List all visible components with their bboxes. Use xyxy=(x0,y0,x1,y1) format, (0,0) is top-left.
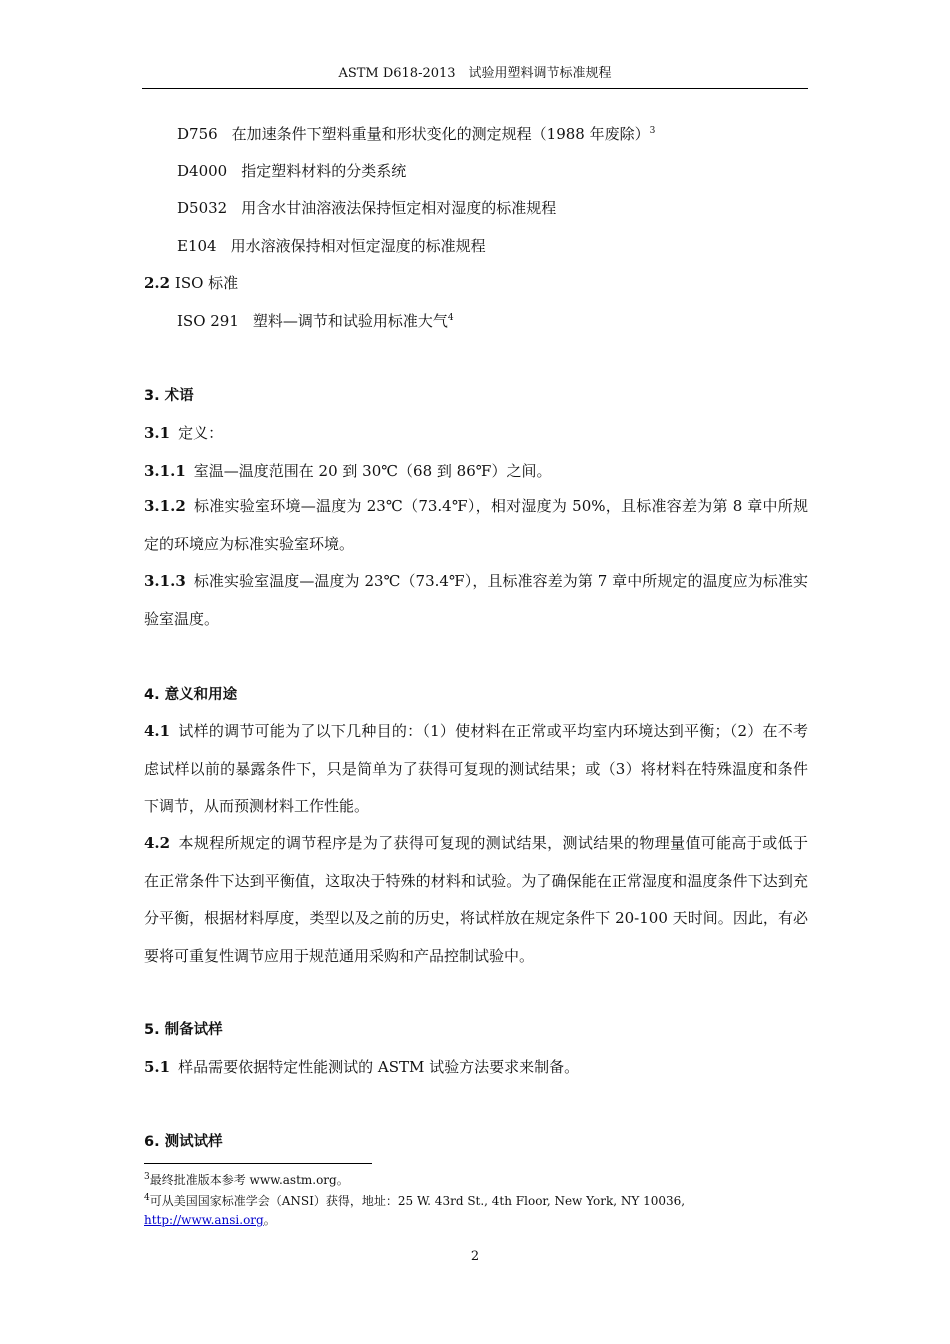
ref-code: D4000 xyxy=(177,162,228,180)
para-number: 4.1 xyxy=(144,722,171,740)
ref-item-d5032 xyxy=(177,198,556,218)
page-number: 2 xyxy=(470,1249,480,1264)
footnote-text: 可从美国国家标准学会（ANSI）获得，地址：25 W. 43rd St., 4th Floor, New York, NY 10036, xyxy=(149,1194,686,1208)
para-number: 4.2 xyxy=(144,834,171,852)
ref-text: 指定塑料材料的分类系统 xyxy=(241,162,407,180)
para-number: 3.1 xyxy=(144,424,171,442)
ansi-link[interactable]: http://www.ansi.org xyxy=(144,1213,264,1227)
para-text: 试样的调节可能为了以下几种目的：（1）使材料在正常或平均室内环境达到平衡；（2）在不考虑试样以前的暴露条件下，只是简单为了获得可复现的测试结果；或（3）将材料在特殊温度和条件下调节，从而预测材料工作性能。 xyxy=(144,722,808,815)
para-4-2 xyxy=(144,825,808,975)
ref-item-iso291 xyxy=(177,311,454,331)
ref-item-d756 xyxy=(177,124,655,144)
ref-code: D756 xyxy=(177,125,218,143)
section-number: 2.2 xyxy=(144,274,171,292)
ref-text: 塑料—调节和试验用标准大气 xyxy=(252,312,448,330)
ref-item-e104 xyxy=(177,236,486,256)
para-5-1 xyxy=(144,1057,579,1077)
para-3-1-2 xyxy=(144,488,808,563)
footnote-4-continued xyxy=(144,1212,276,1228)
footnote-3 xyxy=(144,1172,349,1188)
running-header: ASTM D618-2013 试验用塑料调节标准规程 xyxy=(338,66,612,81)
para-text: 标准实验室环境—温度为 23℃（73.4℉），相对湿度为 50%，且标准容差为第 8 章中所规定的环境应为标准实验室环境。 xyxy=(144,497,808,553)
para-number: 5.1 xyxy=(144,1058,171,1076)
para-4-1 xyxy=(144,713,808,826)
section-5-heading: 5. 制备试样 xyxy=(144,1022,223,1038)
header-rule xyxy=(142,88,808,89)
para-text: 室温—温度范围在 20 到 30℃（68 到 86℉）之间。 xyxy=(193,462,552,480)
ref-code: ISO 291 xyxy=(177,312,239,330)
para-3-1 xyxy=(144,423,223,443)
section-title: ISO 标准 xyxy=(174,274,239,292)
para-text: 定义： xyxy=(178,424,224,442)
ref-text: 用含水甘油溶液法保持恒定相对湿度的标准规程 xyxy=(241,199,557,217)
para-text: 标准实验室温度—温度为 23℃（73.4℉），且标准容差为第 7 章中所规定的温度应为标准实验室温度。 xyxy=(144,572,808,628)
para-number: 3.1.3 xyxy=(144,572,186,590)
ref-text: 用水溶液保持相对恒定湿度的标准规程 xyxy=(230,237,486,255)
footnote-text: 最终批准版本参考 www.astm.org。 xyxy=(149,1173,349,1187)
footnote-rule xyxy=(144,1163,372,1164)
footnote-mark: 4 xyxy=(447,313,454,323)
para-3-1-1 xyxy=(144,461,551,481)
ref-text: 在加速条件下塑料重量和形状变化的测定规程（1988 年废除） xyxy=(231,125,650,143)
section-2-2 xyxy=(144,273,238,293)
section-6-heading: 6. 测试试样 xyxy=(144,1134,223,1150)
section-4-heading: 4. 意义和用途 xyxy=(144,687,238,703)
footnote-mark: 4 xyxy=(144,1193,150,1203)
para-number: 3.1.1 xyxy=(144,462,186,480)
ref-code: E104 xyxy=(177,237,217,255)
para-text: 本规程所规定的调节程序是为了获得可复现的测试结果，测试结果的物理量值可能高于或低于在正常条件下达到平衡值，这取决于特殊的材料和试验。为了确保能在正常湿度和温度条件下达到充分平衡，根据材料厚度，类型以及之前的历史，将试样放在规定条件下 20-100 天时间。因此，有必要将可重复性调节应用于规范通用采购和产品控制试验中。 xyxy=(144,834,808,965)
footnote-mark: 3 xyxy=(144,1172,150,1182)
para-3-1-3 xyxy=(144,563,808,638)
footnote-text-end: 。 xyxy=(263,1213,276,1227)
ref-item-d4000 xyxy=(177,161,406,181)
footnote-mark: 3 xyxy=(649,126,656,136)
ref-code: D5032 xyxy=(177,199,228,217)
para-number: 3.1.2 xyxy=(144,497,186,515)
para-text: 样品需要依据特定性能测试的 ASTM 试验方法要求来制备。 xyxy=(178,1058,580,1076)
footnote-4 xyxy=(144,1193,685,1209)
section-3-heading: 3. 术语 xyxy=(144,388,194,404)
